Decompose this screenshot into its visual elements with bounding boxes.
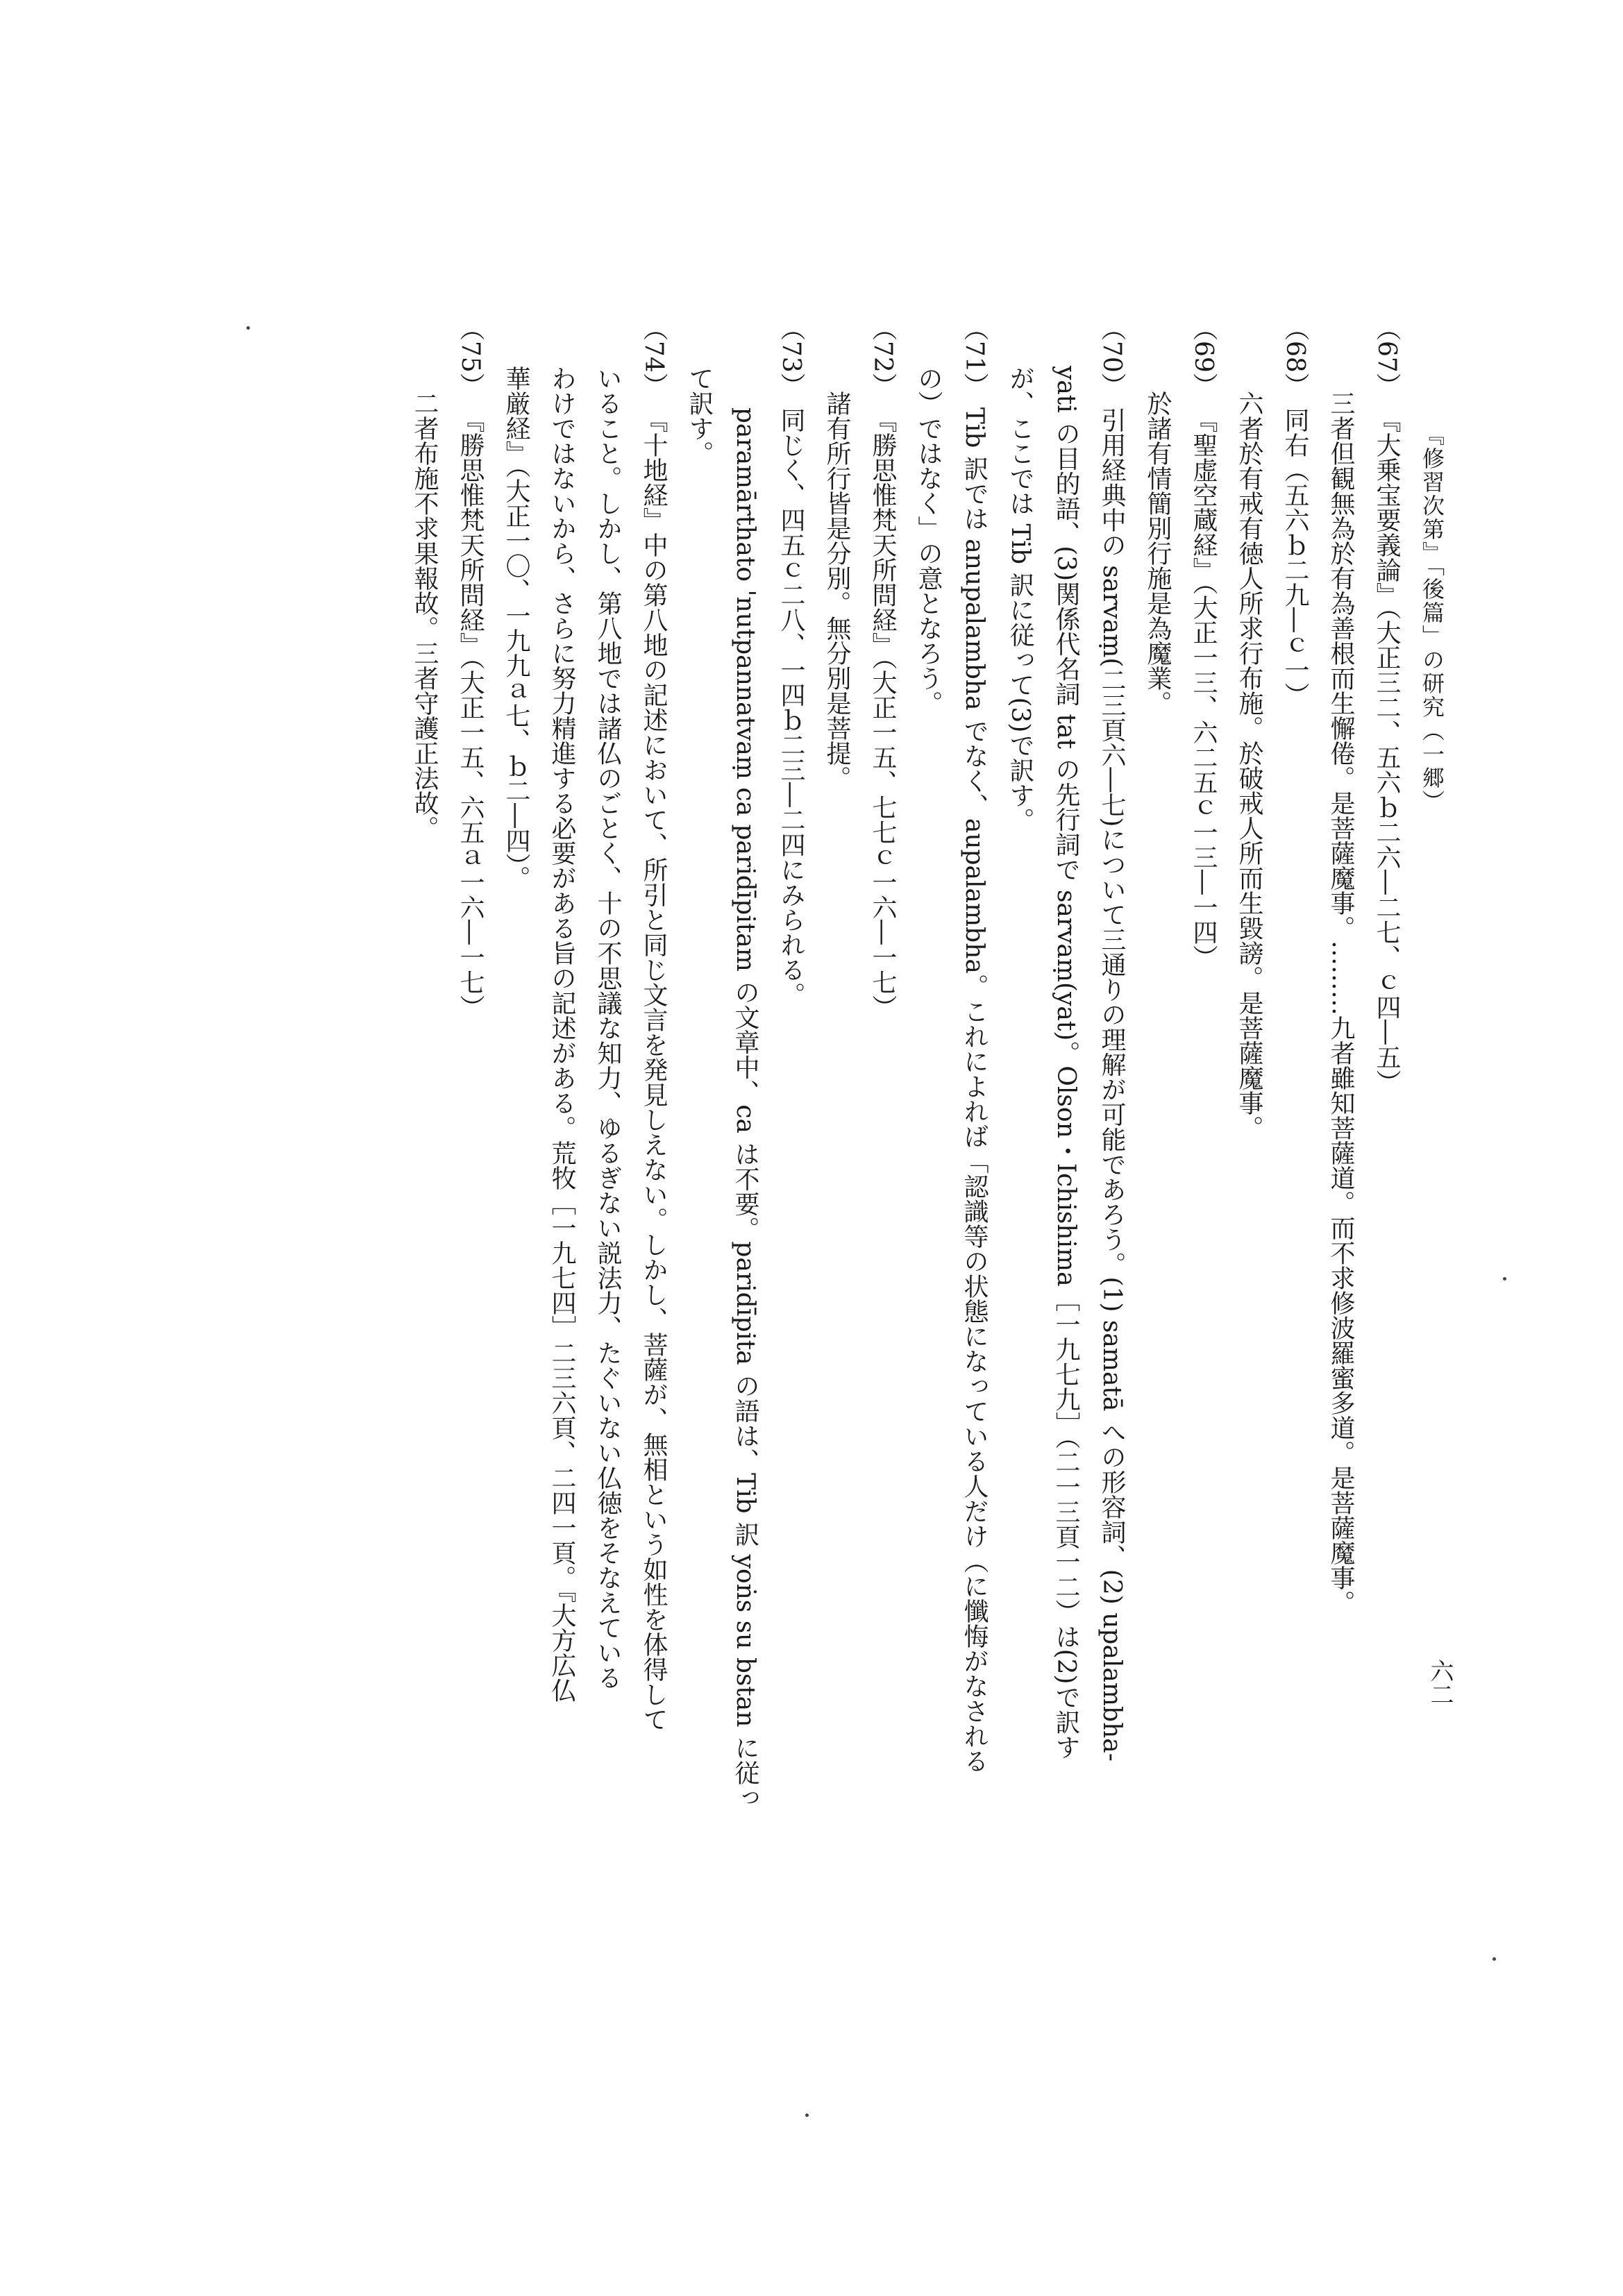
- note-75-line-1: [447, 316, 493, 2127]
- note-number: （72）: [868, 316, 897, 398]
- note-69-line-2: 於諸有情簡別行施是為魔業。: [1143, 391, 1172, 716]
- note-text: 同じく、四五ｃ二八、一四ｂ二三―二四にみられる。: [777, 407, 805, 1007]
- scan-speck: [246, 326, 250, 330]
- note-69-line-1: [1180, 316, 1226, 2127]
- note-68-line-1: [1272, 316, 1318, 2127]
- note-67-line-1: [1363, 316, 1409, 2127]
- note-73-line-2: [722, 316, 768, 2127]
- note-72-line-2: 諸有所行皆是分別。無分別是菩提。: [823, 391, 851, 791]
- note-number: （68）: [1281, 316, 1309, 398]
- note-70-line-1: [1088, 316, 1134, 2127]
- note-text: 『勝思惟梵天所問経』（大正一五、六五ａ一六―一七）: [456, 407, 485, 1020]
- note-67-line-2: 三者但観無為於有為善根而生懈倦。是菩薩魔事。………九者雖知菩薩道。而不求修波羅蜜多道。是菩薩魔事。: [1327, 391, 1355, 1615]
- note-number: （75）: [456, 316, 485, 398]
- note-71-line-1: [951, 316, 997, 2127]
- note-75-line-2: 二者布施不求果報故。三者守護正法故。: [410, 391, 439, 841]
- note-number: （71）: [960, 316, 989, 398]
- scan-speck: [1503, 1277, 1506, 1281]
- scan-speck: [805, 2113, 809, 2117]
- note-74-line-2: いること。しかし、第八地では諸仏のごとく、十の不思議な知力、ゆるぎない説法力、たぐいない仏徳をそなえている: [594, 366, 622, 1690]
- note-73-line-1: [768, 316, 814, 2127]
- note-74-line-3: わけではないから、さらに努力精進する必要がある旨の記述がある。荒牧［一九七四］二三六頁、二四一頁。『大方広仏: [548, 366, 576, 1703]
- note-74-line-1: [630, 316, 676, 2127]
- note-70-line-2: yati の目的語、(3)関係代名詞 tat の先行詞で sarvaṃ(yat)。Olson・Ichishima［一九七九］（二一三頁一二）は(2)で訳す: [1052, 366, 1080, 1759]
- note-text: 『大乗宝要義論』（大正三二、五六ｂ二六―二七、ｃ四―五）: [1372, 407, 1401, 1095]
- note-text: 『十地経』中の第八地の記述において、所引と同じ文言を発見しえない。しかし、菩薩が、無相という如性を体得して: [639, 407, 668, 1732]
- note-number: （73）: [777, 316, 805, 398]
- note-text: 引用経典中の sarvaṃ(二三頁六―七)について三通りの理解が可能であろう。(1) samatā への形容詞、(2) upalambha-: [1098, 407, 1126, 1762]
- note-73-line-3: て訳す。: [685, 366, 714, 466]
- note-text: Tib 訳では anupalambha でなく、aupalambha。これによれば「認識等の状態になっている人だけ（に懺悔がなされる: [960, 407, 989, 1773]
- note-text: 同右（五六ｂ二九―ｃ一）: [1281, 407, 1309, 707]
- note-72-line-1: [859, 316, 905, 2127]
- notes-body: [236, 316, 1409, 2127]
- note-text: 『勝思惟梵天所問経』（大正一五、七七ｃ一六―一七）: [868, 407, 897, 1020]
- note-70-line-3: が、ここでは Tib 訳に従って(3)で訳す。: [1006, 366, 1034, 833]
- note-68-line-2: 六者於有戒有徳人所求行布施。於破戒人所而生毀謗。是菩薩魔事。: [1235, 391, 1263, 1140]
- note-number: （69）: [1189, 316, 1218, 398]
- page-number: 六二: [1426, 1659, 1454, 1706]
- running-title: 『修習次第』「後篇」の研究（一郷）: [1419, 423, 1445, 813]
- note-text: paramārthato 'nutpannatvaṃ ca paridīpitam の文章中、ca は不要。paridīpita の語は、Tib 訳 yoṅs su bstan に従っ: [731, 407, 759, 1810]
- note-text: 『聖虚空蔵経』（大正一三、六二五ｃ一三―一四）: [1189, 407, 1218, 970]
- note-number: （70）: [1098, 316, 1126, 398]
- scan-speck: [1492, 1957, 1496, 1961]
- note-74-line-4: 華厳経』（大正一〇、一九九ａ七、ｂ二―四）。: [502, 366, 530, 890]
- note-number: （74）: [639, 316, 668, 398]
- note-number: （67）: [1372, 316, 1401, 398]
- note-71-line-2: の）ではなく」の意となろう。: [914, 366, 943, 716]
